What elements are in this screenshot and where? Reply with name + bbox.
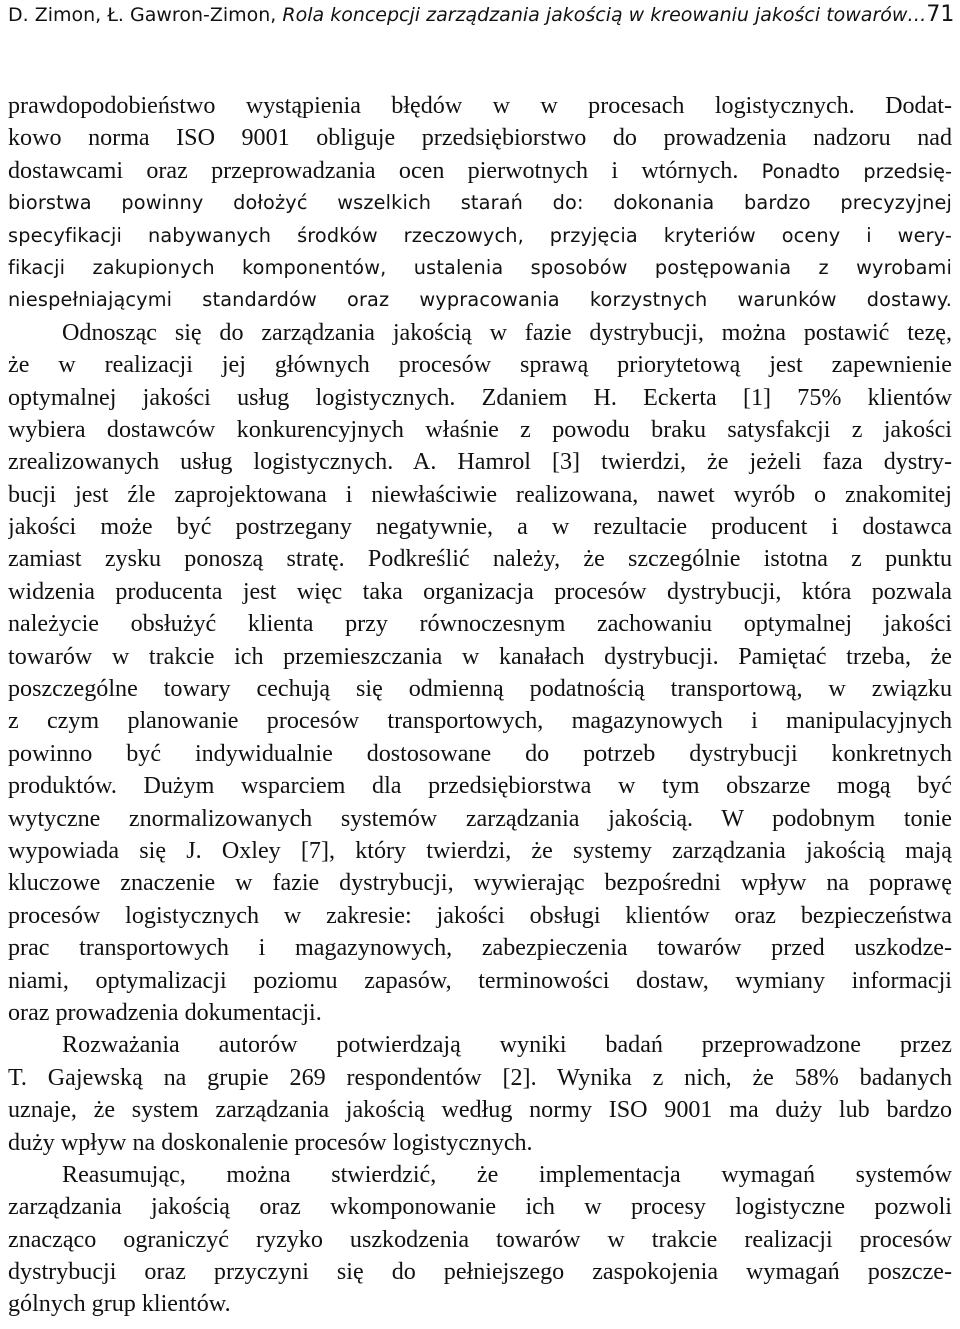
text-line: niami, optymalizacji poziomu zapasów, terminowości dostaw, wymiany informacji bbox=[8, 967, 952, 994]
text-line: niespełniającymi standardów oraz wypracowania korzystnych warunków dostawy. bbox=[8, 288, 952, 312]
text-line: fikacji zakupionych komponentów, ustalenia sposobów postępowania z wyrobami bbox=[8, 255, 952, 279]
text-line: wypowiada się J. Oxley [7], który twierdzi, że systemy zarządzania jakością mają bbox=[8, 837, 952, 864]
text-line: procesów logistycznych w zakresie: jakości obsługi klientów oraz bezpieczeństwa bbox=[8, 902, 952, 929]
body-text bbox=[8, 90, 952, 1321]
text-line: towarów w trakcie ich przemieszczania w kanałach dystrybucji. Pamiętać trzeba, że bbox=[8, 643, 952, 670]
text-line: kowo norma ISO 9001 obliguje przedsiębiorstwo do prowadzenia nadzoru nad bbox=[8, 125, 952, 152]
text-line bbox=[8, 155, 952, 187]
header-authors: D. Zimon, Ł. Gawron-Zimon, bbox=[8, 4, 277, 26]
text-line: kluczowe znaczenie w fazie dystrybucji, wywierając bezpośredni wpływ na poprawę bbox=[8, 870, 952, 897]
text-line: specyfikacji nabywanych środków rzeczowych, przyjęcia kryteriów oceny i wery- bbox=[8, 223, 952, 247]
text-line: T. Gajewską na grupie 269 respondentów [2]. Wynika z nich, że 58% badanych bbox=[8, 1064, 952, 1091]
text-line: optymalnej jakości usług logistycznych. Zdaniem H. Eckerta [1] 75% klientów bbox=[8, 384, 952, 411]
text-line: uznaje, że system zarządzania jakością według normy ISO 9001 ma duży lub bardzo bbox=[8, 1097, 952, 1124]
text-line: że w realizacji jej głównych procesów sprawą priorytetową jest zapewnienie bbox=[8, 352, 952, 379]
text-line: wybiera dostawców konkurencyjnych właśnie z powodu braku satysfakcji z jakości bbox=[8, 416, 952, 443]
text-line: prac transportowych i magazynowych, zabezpieczenia towarów przed uszkodze- bbox=[8, 935, 952, 962]
text-line: Rozważania autorów potwierdzają wyniki badań przeprowadzone przez bbox=[62, 1032, 952, 1059]
text-line: należycie obsłużyć klienta przy równoczesnym zachowaniu optymalnej jakości bbox=[8, 611, 952, 638]
header-citation bbox=[8, 4, 926, 26]
text-line: zamiast zysku ponoszą stratę. Podkreślić należy, że szczególnie istotna z punktu bbox=[8, 546, 952, 573]
header-article-title: Rola koncepcji zarządzania jakością w kreowaniu jakości towarów… bbox=[282, 4, 927, 26]
text-line: jakości może być postrzegany negatywnie, a w rezultacie producent i dostawca bbox=[8, 514, 952, 541]
text-line: produktów. Dużym wsparciem dla przedsiębiorstwa w tym obszarze mogą być bbox=[8, 773, 952, 800]
page-number: 71 bbox=[926, 2, 955, 27]
text-line: poszczególne towary cechują się odmienną podatnością transportową, w związku bbox=[8, 676, 952, 703]
text-line: gólnych grup klientów. bbox=[8, 1291, 231, 1318]
text-line: widzenia producenta jest więc taka organizacja procesów dystrybucji, która pozwala bbox=[8, 578, 952, 605]
text-line: Reasumując, można stwierdzić, że implementacja wymagań systemów bbox=[62, 1161, 952, 1188]
text-line: bucji jest źle zaprojektowana i niewłaściwie realizowana, nawet wyrób o znakomitej bbox=[8, 481, 952, 508]
text-line: Odnosząc się do zarządzania jakością w fazie dystrybucji, można postawić tezę, bbox=[62, 319, 952, 346]
text-line: znacząco ograniczyć ryzyko uszkodzenia towarów w trakcie realizacji procesów bbox=[8, 1226, 952, 1253]
text-line-segment: Ponadto przedsię- bbox=[761, 159, 952, 183]
text-line: oraz prowadzenia dokumentacji. bbox=[8, 999, 322, 1026]
text-line: zarządzania jakością oraz wkomponowanie ich w procesy logistyczne pozwoli bbox=[8, 1194, 952, 1221]
text-line: dystrybucji oraz przyczyni się do pełniejszego zaspokojenia wymagań poszcze- bbox=[8, 1259, 952, 1286]
text-line: wytyczne znormalizowanych systemów zarządzania jakością. W podobnym tonie bbox=[8, 805, 952, 832]
text-line-segment: dostawcami oraz przeprowadzania ocen pierwotnych i wtórnych. bbox=[8, 157, 739, 184]
running-header bbox=[8, 2, 955, 32]
text-line: powinno być indywidualnie dostosowane do potrzeb dystrybucji konkretnych bbox=[8, 740, 952, 767]
text-line: prawdopodobieństwo wystąpienia błędów w w procesach logistycznych. Dodat- bbox=[8, 93, 952, 119]
text-line: duży wpływ na doskonalenie procesów logistycznych. bbox=[8, 1129, 533, 1156]
text-line: zrealizowanych usług logistycznych. A. Hamrol [3] twierdzi, że jeżeli faza dystry- bbox=[8, 449, 952, 476]
text-line: z czym planowanie procesów transportowych, magazynowych i manipulacyjnych bbox=[8, 708, 952, 735]
text-line: biorstwa powinny dołożyć wszelkich starań do: dokonania bardzo precyzyjnej bbox=[8, 191, 952, 215]
